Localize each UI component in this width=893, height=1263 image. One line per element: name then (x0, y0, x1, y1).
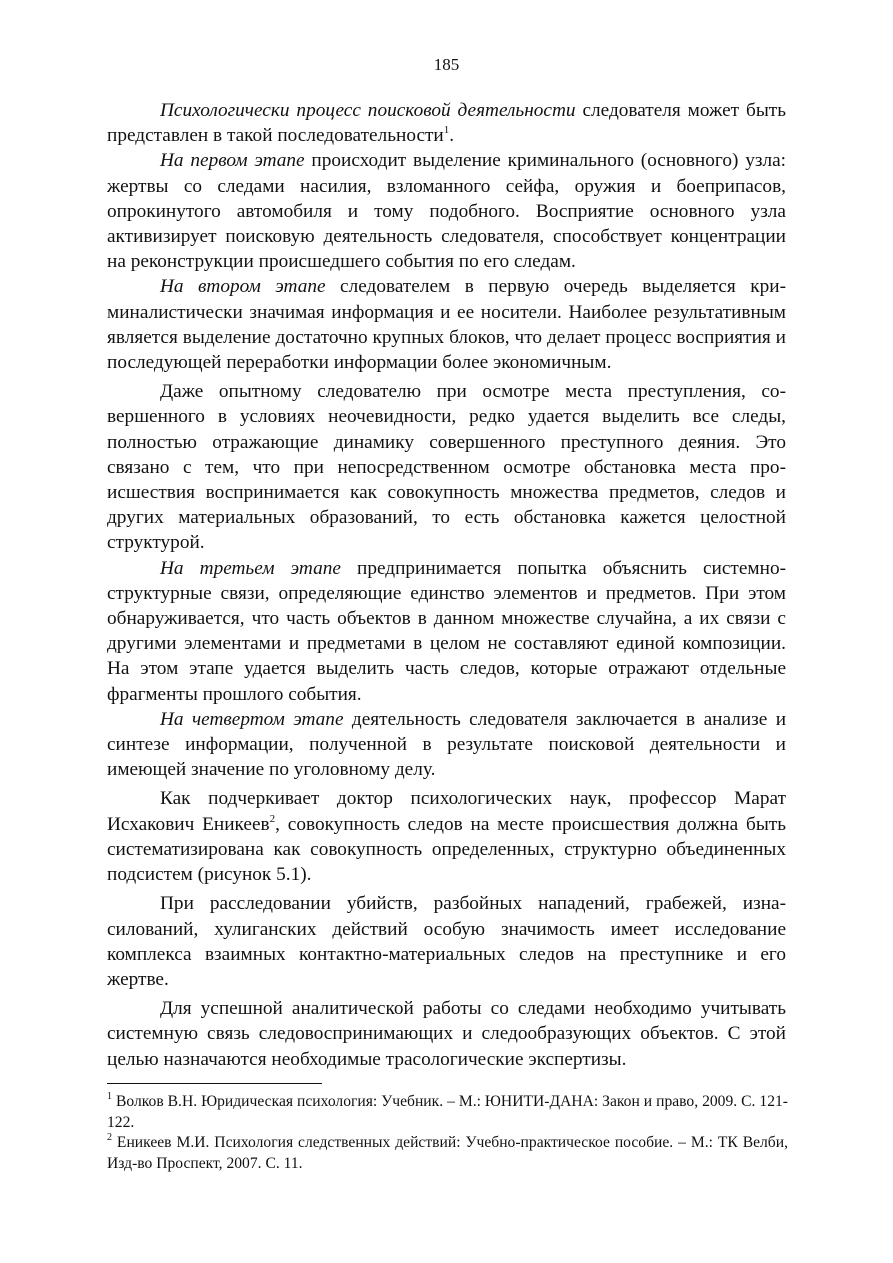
footnote-mark: 1 (107, 1091, 112, 1102)
page-number: 185 (433, 55, 460, 74)
paragraph-intro: Психологически процесс поисковой деятельности следователя может быть представлен в такой последовательности$^1$. (107, 100, 786, 147)
paragraph-experienced-investigator: Даже опытному следователю при осмотре места преступления, совершенного в условиях неочевидности, редко удается выделить все следы, полностью отражающие динамику совершенного преступного деяния. Это связано с тем, что при непосредственном осмотре обстановка места происшествия воспринимается как совокупность множества предметов, следов и других материальных образований, то есть обстановка кажется целостной структурой. (107, 381, 786, 554)
paragraph-enikeev: Как подчеркивает доктор психологических наук, профессор Марат Исхакович Еникеев$^2$, совокупность следов на месте происшествия должна быть систематизирована как совокупность определенных, структурно объединенных подсистем (рисунок 5.1). (107, 788, 786, 886)
footnote-1: $^1$ Волков В.Н. Юридическая психология: Учебник. – М.: ЮНИТИ-ДАНА: Закон и право, 2009. С. 121-122. (107, 1091, 788, 1131)
italic-phrase: На третьем этапе (160, 557, 341, 579)
paragraph-stage-2: На втором этапе следователем в первую очередь выделяется криминалистически значимая информация и ее носители. Наиболее результативным является выделение достаточно крупных блоков, что делает процесс восприятия и последующей переработки информации более экономичным. (107, 276, 786, 374)
footnotes (107, 1092, 788, 1174)
footnote-ref-1: 1 (443, 124, 450, 137)
italic-phrase: На первом этапе (160, 150, 305, 172)
paragraph-analytics: Для успешной аналитической работы со следами необходимо учитывать системную связь следовоспринимающих и следообразующих объектов. С этой целью назначаются необходимые трасологические экспертизы. (107, 998, 786, 1070)
footnote-2: $^2$ Еникеев М.И. Психология следственных действий: Учебно-практическое пособие. – М.: ТК Велби, Изд-во Проспект, 2007. С. 11. (107, 1132, 788, 1172)
italic-phrase: На втором этапе (160, 276, 326, 298)
footnote-separator (107, 1083, 322, 1084)
paragraph-stage-4: На четвертом этапе деятельность следователя заключается в анализе и синтезе информации, полученной в результате поисковой деятельности и имеющей значение по уголовному делу. (107, 708, 787, 781)
italic-phrase: Психологически процесс поисковой деятельности (160, 100, 576, 121)
paragraph-stage-3: На третьем этапе предпринимается попытка объяснить системно-структурные связи, определяющие единство элементов и предметов. При этом обнаруживается, что часть объектов в данном множестве случайна, а их связи с другими элементами и предметами в целом не составляют единой композиции. На этом этапе удается выделить часть следов, которые отражают отдельные фрагменты прошлого события. (107, 557, 786, 705)
footnote-ref-2: 2 (269, 812, 276, 825)
paragraph-stage-1: На первом этапе происходит выделение криминального (основного) узла: жертвы со следами насилия, взломанного сейфа, оружия и боеприпасов, опрокинутого автомобиля и тому подобного. Восприятие основного узла активизирует поисковую деятельность следователя, способствует концентрации на реконструкции происшедшего события по его следам. (107, 150, 786, 273)
footnote-mark: 2 (107, 1132, 112, 1143)
body-text (107, 98, 786, 1072)
italic-phrase: На четвертом этапе (160, 708, 344, 730)
paragraph-investigation: При расследовании убийств, разбойных нападений, грабежей, изнасилований, хулиганских действий особую значимость имеет исследование комплекса взаимных контактно-материальных следов на преступнике и его жертве. (107, 893, 786, 990)
